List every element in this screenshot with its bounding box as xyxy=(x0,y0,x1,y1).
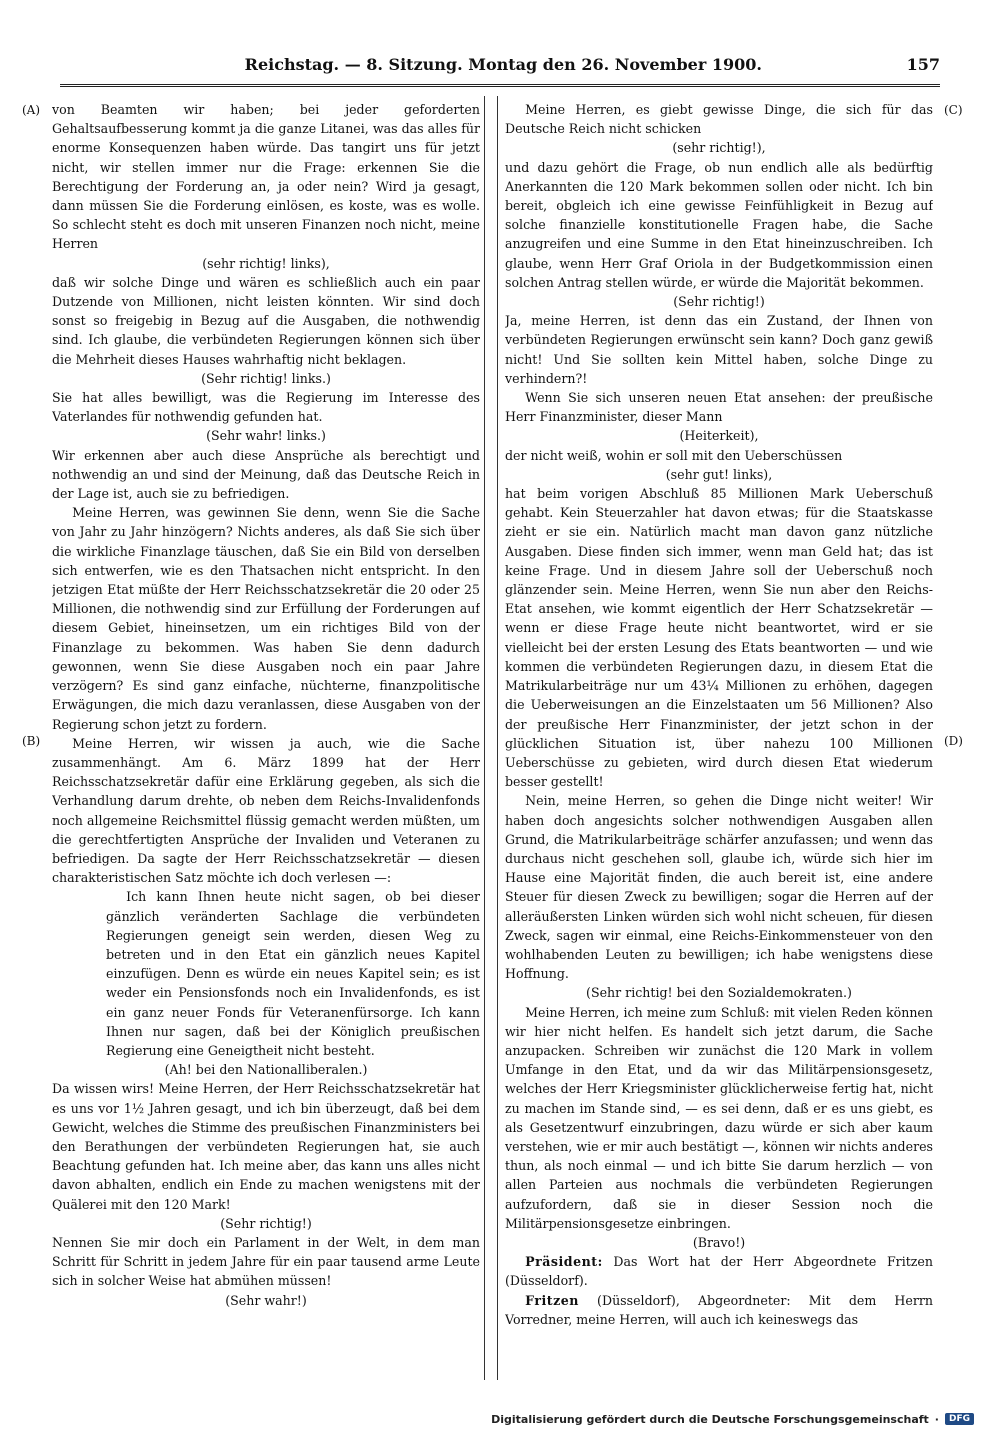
speaker-paragraph xyxy=(505,1252,933,1290)
column-divider xyxy=(484,96,498,1380)
interjection: (Sehr wahr! links.) xyxy=(206,428,326,444)
paragraph: Meine Herren, wir wissen ja auch, wie die Sache zusammenhängt. Am 6. März 1899 hat der Herr Reichsschatzsekretär dafür eine Erklärung gegeben, als sich die Verhandlung darum drehte, ob neben dem Reichs-Invalidenfonds noch allgemeine Reichsmittel flüssig gemacht werden müßten, um die gerechtfertigten Ansprüche der Invaliden und Veteranen zu befriedigen. Da sagte der Herr Reichsschatzsekretär — diesen charakteristischen Satz möchte ich doch verlesen —: xyxy=(52,735,480,886)
interjection: (Heiterkeit), xyxy=(679,428,759,444)
paragraph: Ja, meine Herren, ist denn das ein Zustand, der Ihnen von verbündeten Regierungen erwünscht sein kann? Doch ganz gewiß nicht! Und Sie sollten kein Mittel haben, solche Dinge zu verhindern?! xyxy=(505,313,933,386)
margin-marker-d: (D) xyxy=(944,734,963,748)
interjection: (Sehr wahr!) xyxy=(225,1292,307,1308)
paragraph: Nein, meine Herren, so gehen die Dinge nicht weiter! Wir haben doch angesichts solcher nothwendigen Ausgaben allen Grund, die Matrikularbeiträge schärfer anzufassen; und wenn das durchaus nicht geschehen soll, glaube ich, würde sich hier im Hause eine Majorität finden, die auch bereit ist, eine andere Steuer für diesen Zweck zu bewilligen; sogar die Herren auf der alleräußersten Linken würden sich wohl nicht scheuen, für diesen Zweck, sagen wir einmal, eine Reichs-Einkommensteuer von den wohlhabenden Leuten zu bewilligen; ich habe wenigstens diese Hoffnung. xyxy=(505,793,933,982)
speaker-text: Das Wort hat der Herr Abgeordnete Fritzen (Düsseldorf). xyxy=(505,1254,933,1289)
margin-marker-a: (A) xyxy=(22,103,41,117)
speaker-paragraph xyxy=(505,1291,933,1329)
paragraph: Nennen Sie mir doch ein Parlament in der Welt, in dem man Schritt für Schritt in jedem Jahre für ein paar tausend arme Leute sich in solcher Weise hat abmühen müssen! xyxy=(52,1234,480,1289)
speaker-name: Fritzen xyxy=(525,1292,579,1308)
interjection: (sehr richtig!), xyxy=(672,140,766,156)
left-text-column xyxy=(52,100,480,1380)
page-header xyxy=(60,44,940,87)
interjection: (Sehr richtig!) xyxy=(673,294,765,310)
margin-marker-c: (C) xyxy=(944,103,963,117)
paragraph: Sie hat alles bewilligt, was die Regierung im Interesse des Vaterlandes für nothwendig gefunden hat. xyxy=(52,390,480,425)
footer-text: Digitalisierung gefördert durch die Deutsche Forschungsgemeinschaft xyxy=(491,1412,929,1426)
margin-marker-b: (B) xyxy=(22,734,41,748)
paragraph: und dazu gehört die Frage, ob nun endlich alle als bedürftig Anerkannten die 120 Mark bekommen sollen oder nicht. Ich bin bereit, obgleich ich eine gewisse Feinfühligkeit in Bezug auf solche finanzielle konstitutionelle Fragen habe, die Sache anzugreifen und eine Summe in den Etat hineinzuschreiben. Ich glaube, wenn Herr Graf Oriola in der Budgetkommission einen solchen Antrag stellen würde, er würde die Majorität bekommen. xyxy=(505,159,933,290)
interjection: (Ah! bei den Nationalliberalen.) xyxy=(164,1062,368,1078)
interjection: (Bravo!) xyxy=(692,1234,746,1250)
speaker-text: (Düsseldorf), Abgeordneter: Mit dem Herrn Vorredner, meine Herren, will auch ich keineswegs das xyxy=(505,1292,933,1327)
paragraph: Wenn Sie sich unseren neuen Etat ansehen: der preußische Herr Finanzminister, dieser Mann xyxy=(505,390,933,425)
footer-separator-icon: · xyxy=(934,1412,939,1426)
right-text-column xyxy=(505,100,933,1380)
paragraph: von Beamten wir haben; bei jeder geforderten Gehaltsaufbesserung kommt ja die ganze Litanei, was das alles für enorme Konsequenzen haben würde. Das tangirt uns für jetzt nicht, wir stellen immer nur die Frage: erkennen Sie die Berechtigung der Forderung an, ja oder nein? Wird ja gesagt, dann müssen Sie die Forderung einlösen, es koste, was es wolle. So schlecht steht es doch mit unseren Finanzen noch nicht, meine Herren xyxy=(52,102,480,252)
interjection: (Sehr richtig! links.) xyxy=(201,370,331,386)
quoted-passage: Ich kann Ihnen heute nicht sagen, ob bei dieser gänzlich veränderten Sachlage die verbündeten Regierungen geneigt sein werden, diesen Weg zu betreten und in den Etat ein gänzlich neues Kapitel einzufügen. Denn es würde ein neues Kapitel sein; es ist weder ein Pensionsfonds noch ein Invalidenfonds, es ist ein ganz neuer Fonds für Veteranenfürsorge. Ich kann Ihnen nur sagen, daß bei der Königlich preußischen Regierung eine Geneigtheit nicht besteht. xyxy=(106,889,480,1058)
interjection: (Sehr richtig! bei den Sozialdemokraten.) xyxy=(586,985,852,1001)
paragraph: Meine Herren, es giebt gewisse Dinge, die sich für das Deutsche Reich nicht schicken xyxy=(505,102,933,137)
paragraph: Meine Herren, ich meine zum Schluß: mit vielen Reden können wir hier nicht helfen. Es handelt sich jetzt darum, die Sache anzupacken. Schreiben wir zunächst die 120 Mark in vollem Umfange in den Etat, und da wir das Militärpensionsgesetz, welches der Herr Kriegsminister glücklicherweise fertig hat, nicht zu machen im Stande sind, — es sei denn, daß er es uns giebt, es als Gesetzentwurf einzubringen, dazu würde er sich aber kaum verstehen, wie er mir auch bestätigt —, können wir nichts anderes thun, als noch einmal — und ich bitte Sie darum herzlich — von allen Parteien aus nochmals die verbündeten Regierungen aufzufordern, daß sie in dieser Session noch die Militärpensionsgesetze einbringen. xyxy=(505,1004,933,1231)
interjection: (sehr richtig! links), xyxy=(202,255,330,271)
paragraph: Meine Herren, was gewinnen Sie denn, wenn Sie die Sache von Jahr zu Jahr hinzögern? Nichts anderes, als daß Sie sich über die wirkliche Finanzlage täuschen, daß Sie ein Bild von derselben sich entwerfen, wie es den Thatsachen nicht entspricht. In den jetzigen Etat müßte der Herr Reichsschatzsekretär die 20 oder 25 Millionen, die nothwendig sind zur Erfüllung der Forderungen auf diesem Gebiet, hineinsetzen, um ein richtiges Bild von der Finanzlage zu bekommen. Was haben Sie denn dadurch gewonnen, wenn Sie diese Ausgaben noch ein paar Jahre verzögern? Es sind ganz einfache, nüchterne, finanzpolitische Erwägungen, die mich dazu veranlassen, diese Ausgaben von der Regierung schon jetzt zu fordern. xyxy=(52,505,480,732)
paragraph: daß wir solche Dinge und wären es schließlich auch ein paar Dutzende von Millionen, nicht leisten könnten. Wir sind doch sonst so freigebig in Bezug auf die Ausgaben, die nothwendig sind. Ich glaube, die verbündeten Regierungen können sich über die Mehrheit dieses Hauses wahrhaftig nicht beklagen. xyxy=(52,274,480,367)
speaker-name: Präsident: xyxy=(525,1254,603,1270)
paragraph: Da wissen wirs! Meine Herren, der Herr Reichsschatzsekretär hat es uns vor 1½ Jahren gesagt, und ich bin überzeugt, daß bei dem Gewicht, welches die Stimme des preußischen Finanzministers bei den Berathungen der verbündeten Regierungen hat, sie auch Beachtung gefunden hat. Ich meine aber, das kann uns alles nicht davon abhalten, endlich ein Ende zu machen wenigstens mit der Quälerei mit den 120 Mark! xyxy=(52,1081,480,1212)
page-number: 157 xyxy=(906,54,940,74)
paragraph: Wir erkennen aber auch diese Ansprüche als berechtigt und nothwendig an und sind der Meinung, daß das Deutsche Reich in der Lage ist, auch sie zu befriedigen. xyxy=(52,447,480,502)
paragraph: hat beim vorigen Abschluß 85 Millionen Mark Ueberschuß gehabt. Kein Steuerzahler hat davon etwas; für die Staatskasse zieht er sie ein. Natürlich macht man davon ganz nützliche Ausgaben. Diese finden sich immer, wenn man Geld hat; das ist keine Frage. Und in diesem Jahre soll der Ueberschuß noch glänzender sein. Meine Herren, wenn Sie nun aber den Reichs-Etat ansehen, wie kommt eigentlich der Herr Schatzsekretär — wenn er diese Frage heute nicht beantwortet, wird er sie vielleicht bei der ersten Lesung des Etats beantworten — und wie kommen die verbündeten Regierungen dazu, in diesem Etat die Matrikularbeiträge nur um 43¼ Millionen zu erhöhen, dagegen die Ueberweisungen an die Einzelstaaten um 56 Millionen? Also der preußische Herr Finanzminister, der jetzt schon in der glücklichen Situation ist, über nahezu 100 Millionen Ueberschüsse zu gebieten, wird durch diesen Etat wiederum besser gestellt! xyxy=(505,486,933,790)
interjection: (Sehr richtig!) xyxy=(220,1215,312,1231)
dfg-logo-icon: DFG xyxy=(945,1413,974,1425)
interjection: (sehr gut! links), xyxy=(665,466,773,482)
footer-credit xyxy=(491,1410,974,1428)
page-header-title: Reichstag. — 8. Sitzung. Montag den 26. November 1900. xyxy=(244,54,762,74)
paragraph: der nicht weiß, wohin er soll mit den Ueberschüssen xyxy=(505,447,843,463)
